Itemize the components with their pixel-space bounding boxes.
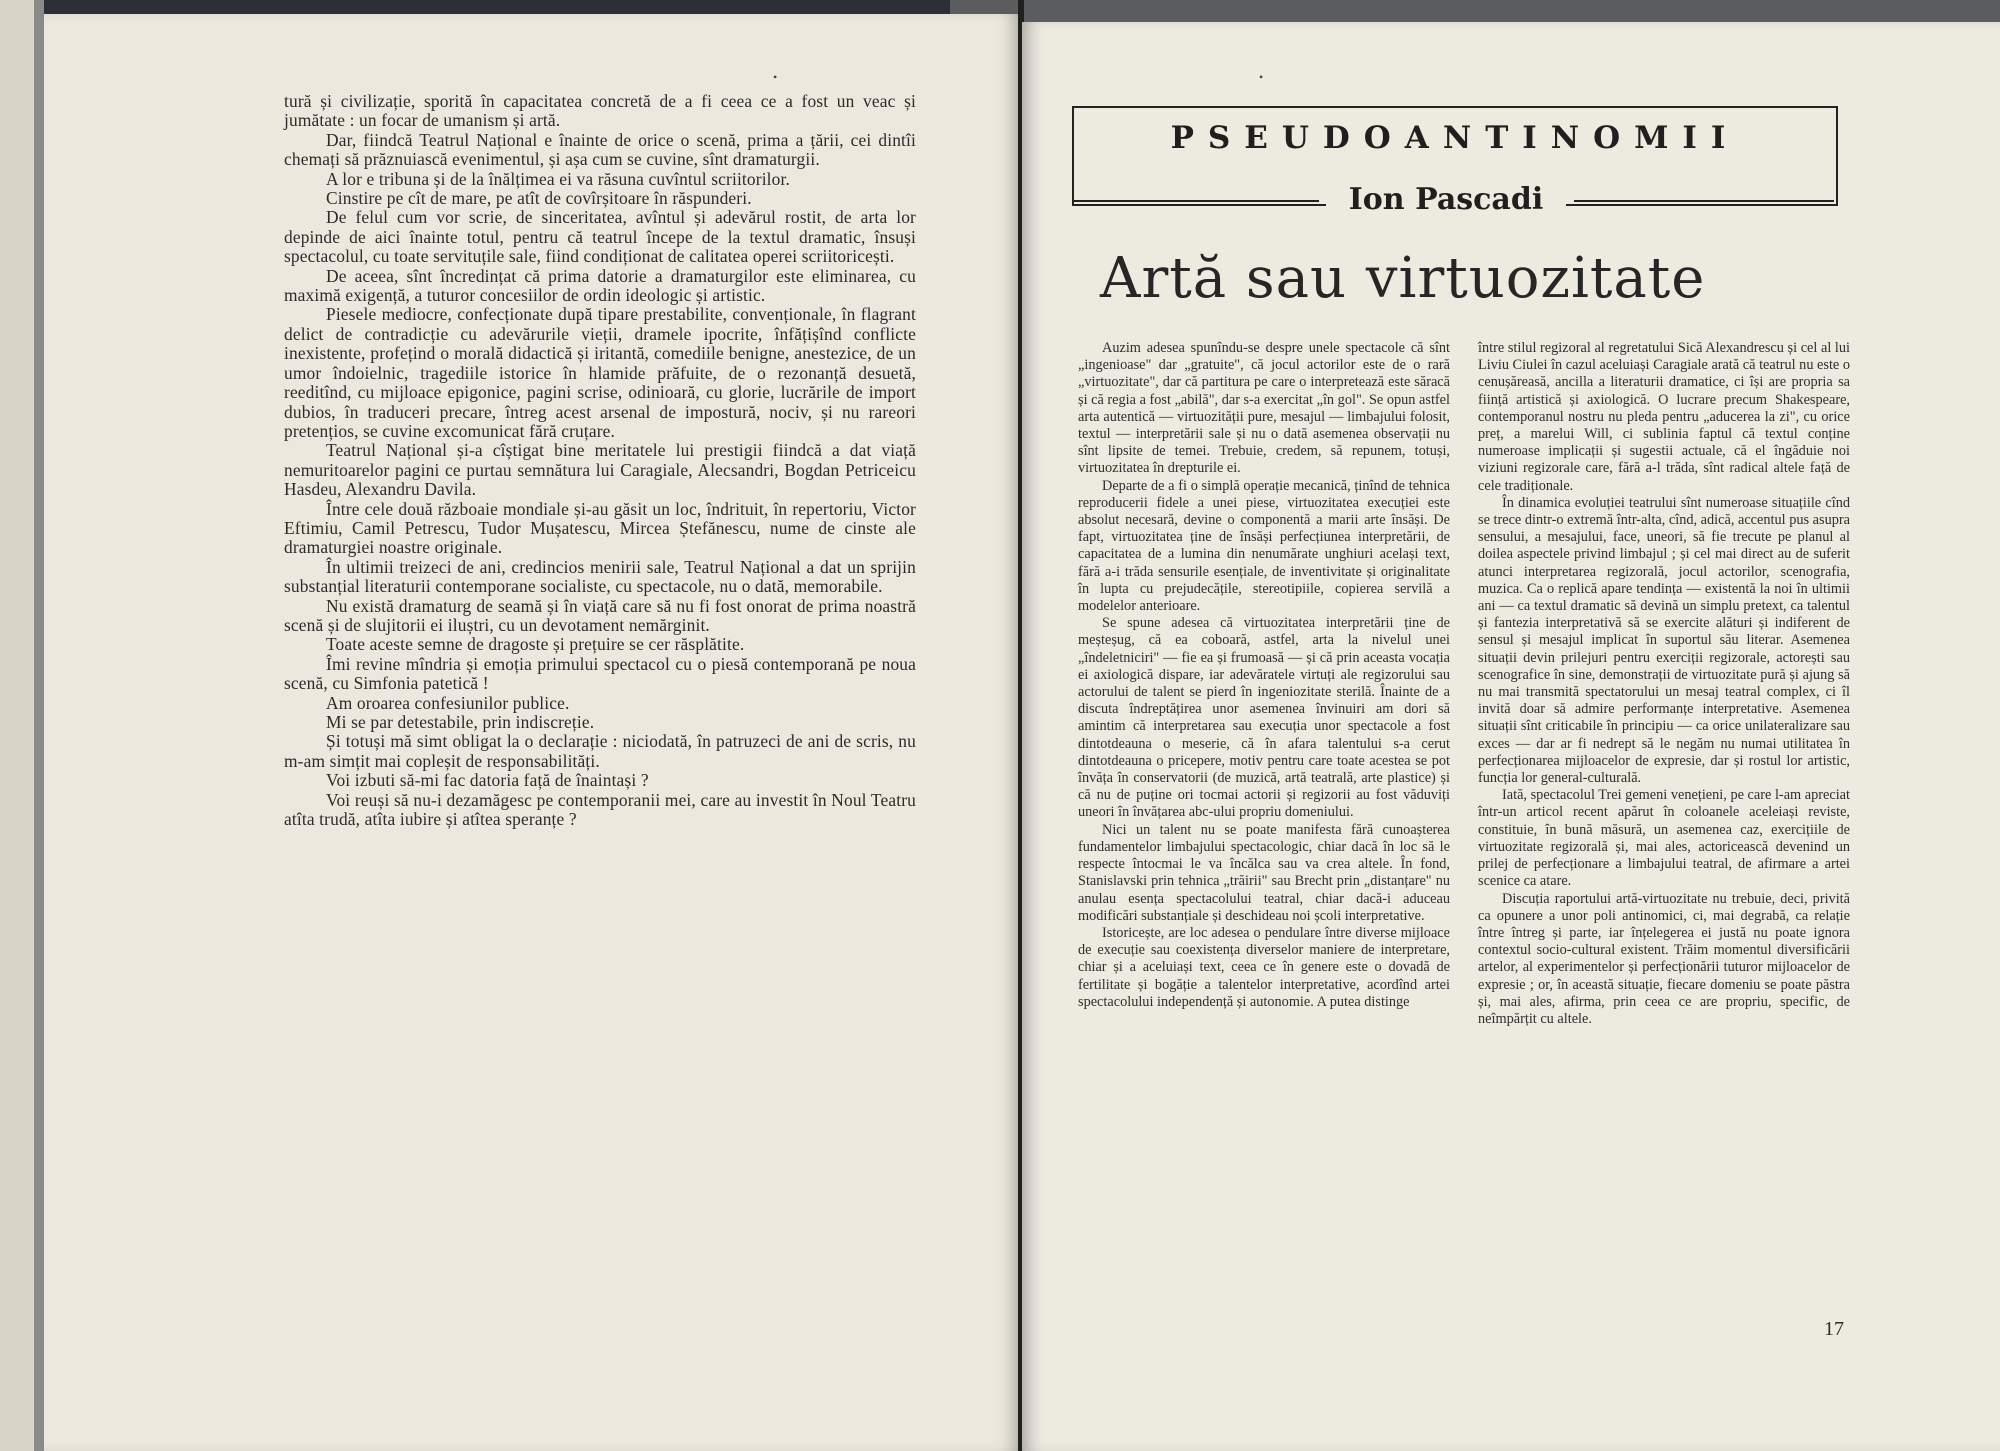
paragraph: De felul cum vor scrie, de sinceritatea, avîntul și adevărul rostit, de arta lor depinde de aici înainte totul, pentru că teatrul începe de la textul dramatic, însuși spectacolul, cu toate servituțile sale, fiind condiționat de calitatea operei scriitoricești. (284, 207, 916, 267)
paragraph: Voi reuși să nu-i dezamăgesc pe contemporanii mei, care au investit în Noul Teatru atîta trudă, atîta iubire și atîtea speranțe ? (284, 789, 916, 830)
paragraph: Discuția raportului artă-virtuozitate nu trebuie, deci, privită ca opunere a unor poli antinomici, ci, mai degrabă, ca relație între întreg și parte, iar înțelegerea ei justă nu poate ignora contextul socio-cultural existent. Trăim momentul diversificării artelor, al experimentelor și perfecționării tuturor mijloacelor de expresie ; or, în această situație, fiecare domeniu se poate păstra și, mai ales, afirma, prin ceea ce are propriu, specific, de neîmpărțit cu altele. (1478, 890, 1850, 1027)
paragraph: Auzim adesea spunîndu-se despre unele spectacole că sînt „ingenioase" dar „gratuite", că jocul actorilor este de o rară „virtuozitate", dar că partitura pe care o interpretează este săracă și că regia a fost „abilă", dar s-a exercitat „în gol". Se opun astfel arta autentică — virtuozității pure, mesajul — limbajului folosit, textul — interpretării sale și nu o dată asemenea observații nu sînt lipsite de temei. Trebuie, credem, să repunem, totuși, virtuozitatea în drepturile ei. (1078, 340, 1450, 477)
paragraph: Toate aceste semne de dragoste și prețuire se cer răsplătite. (326, 634, 745, 655)
paragraph: De aceea, sînt încredințat că prima datorie a dramaturgilor este eliminarea, cu maximă exigență, a tuturor concesiilor de ordin ideologic și artistic. (284, 265, 916, 306)
article-column-left (1078, 340, 1450, 1011)
paragraph: Voi izbuti să-mi fac datoria față de înaintași ? (326, 770, 649, 791)
paragraph: Nu există dramaturg de seamă și în viață care să nu fi fost onorat de prima noastră scenă și de slujitorii ei iluștri, cu un devotament nemărginit. (284, 595, 916, 635)
paragraph: Am oroarea confesiunilor publice. (326, 692, 570, 713)
rule-right (1574, 200, 1834, 202)
paragraph: Istoricește, are loc adesea o pendulare între diverse mijloace de execuție sau coexistența diverselor maniere de interpretare, chiar și a aceluiași text, ceea ce în genere este o dovadă de fertilitate și bogăție a talentelor interpretative, acordînd artei spectacolului independență și autonomie. A putea distinge (1078, 924, 1450, 1010)
rule-left (1074, 200, 1319, 202)
paragraph: În ultimii treizeci de ani, credincios menirii sale, Teatrul Național a dat un sprijin substanțial literaturii contemporane socialiste, cu spectacole, nu o dată, memorabile. (284, 556, 916, 597)
paragraph: tură și civilizație, sporită în capacitatea concretă de a fi ceea ce a fost un veac și jumătate : un focar de umanism și artă. (284, 91, 916, 131)
paragraph: Iată, spectacolul Trei gemeni venețieni, pe care l-am apreciat într-un articol recent apărut în coloanele aceleiași reviste, constituie, în bună măsură, un asemenea caz, exercițiile de virtuozitate regizorală și, mai ales, actoricească devenind un prilej de perfecționare a limbajului teatral, de afirmare a artei scenice ca atare. (1478, 787, 1850, 890)
paragraph: A lor e tribuna și de la înălțimea ei va răsuna cuvîntul scriitorilor. (326, 168, 790, 189)
paragraph: Între cele două războaie mondiale și-au găsit un loc, îndrituit, în repertoriu, Victor Eftimiu, Camil Petrescu, Tudor Mușatescu, Mircea Ștefănescu, nume de cinste ale dramaturgiei noastre originale. (284, 498, 916, 558)
book-cover-edge (0, 0, 44, 1451)
paragraph: Dar, fiindcă Teatrul Național e înainte de orice o scenă, prima a țării, cei dintîi chemați să prăznuiască evenimentul, și așa cum se cuvine, sînt dramaturgii. (284, 129, 916, 170)
paragraph: între stilul regizoral al regretatului Sică Alexandrescu și cel al lui Liviu Ciulei în cazul aceluiași Caragiale arată că teatrul nu este o cenușăreasă, ancilla a literaturii dramatice, ci își are propria sa ființă artistică și axiologică. O lucrare precum Shakespeare, contemporanul nostru nu pleda pentru „aducerea la zi", cu orice preț, a marelui Will, ci sublinia faptul că textul conține numeroase implicații și sugestii actuale, că el îngăduie noi viziuni regizorale care, fără a-l trăda, sînt radical altele față de cele tradiționale. (1478, 340, 1850, 494)
left-page-text (284, 92, 916, 829)
paragraph: Și totuși mă simt obligat la o declarație : niciodată, în patruzeci de ani de scris, nu m-am simțit mai copleșit de responsabilități. (284, 731, 916, 771)
series-title: PSEUDOANTINOMII (1170, 120, 1740, 156)
paragraph: Departe de a fi o simplă operație mecanică, ținînd de tehnica reproducerii fidele a unei piese, virtuozitatea execuției este absolut necesară, devine o componentă a marii arte însăși. De fapt, virtuozitatea ține de însăși perfecțiunea interpretării, de capacitatea de a lumina din nenumărate unghiuri același text, fără a-i trăda sensurile esențiale, de inventivitate și originalitate în lupta cu prejudecățile, stereotipiile, copierea servilă a modelelor anterioare. (1078, 477, 1450, 615)
paragraph: Nici un talent nu se poate manifesta fără cunoașterea fundamentelor limbajului spectacologic, chiar dacă în loc să le respecte întocmai le va încălca sau va crea altele. În fond, Stanislavski prin tehnica „trăirii" sau Brecht prin „distanțare" nu anulau esența spectacolului teatral, chiar dacă-i aduceau modificări substanțiale și deschideau noi școli interpretative. (1078, 821, 1450, 924)
article-column-right (1478, 340, 1850, 1028)
paragraph: În dinamica evoluției teatrului sînt numeroase situațiile cînd se trece dintr-o extremă într-alta, cînd, adică, accentul pus asupra sensului, a mesajului, face, uneori, să fie trecute pe planul al doilea aspectele privind limbajul ; și cel mai direct au de suferit atunci interpretarea regizorală, jocul actorilor, scenografia, muzica. Ca o replică apare tendința — existentă la noi în ultimii ani — ca textul dramatic să devină un simplu pretext, ca talentul și fantezia interpretativă să se exercite alături și indiferent de sensul și mesajul implicat în suportul său literar. Asemenea situații devin prilejuri pentru exerciții regizorale, actorești sau scenografice în sine, demonstrații de virtuozitate pură și ajung să nu mai transmită spectatorului un mesaj teatral complex, ci îl invită doar să admire performanțe interpretative. Asemenea situații sînt criticabile în principiu — ca orice unilateralizare sau exces — dar ar fi nedrept să le negăm nu numai utilitatea în perfecționarea mijloacelor de expresie, dar și rostul lor artistic, funcția lor general-culturală. (1478, 494, 1850, 787)
book-cover-top (0, 0, 950, 14)
paragraph: Mi se par detestabile, prin indiscreție. (326, 712, 595, 732)
paragraph: Cinstire pe cît de mare, pe atît de covîrșitoare în răspunderi. (326, 188, 752, 209)
author-name: Ion Pascadi (1326, 182, 1566, 217)
page-mark-dot: • (773, 70, 778, 84)
author-line (1074, 182, 1834, 218)
paragraph: Se spune adesea că virtuozitatea interpretării ține de meșteșug, că ea coboară, astfel, arta la nivelul unei „îndeletniciri" — fie ea și frumoasă — și că prin aceasta vocația ei axiologică dispare, iar adevăratele virtuți ale regizorului sau actorului de talent se pierd în ingeniozitate sterilă. Înainte de a discuta îndreptățirea unor asemenea învinuiri am dori să amintim că interpretarea sau execuția unor spectacole a fost dintotdeauna o meserie, că în afara talentului s-a cerut dintotdeauna o pricepere, motiv pentru care toate acestea se pot învăța în conservatorii (de muzică, artă teatrală, arte plastice) și că nu de puține ori tocmai actorii și regizorii au fost văduviți uneori în învățarea abc-ului propriu domeniului. (1078, 615, 1450, 821)
page-mark-dot: • (1259, 70, 1264, 84)
paragraph: Teatrul Național și-a cîștigat bine meritatele lui prestigii fiindcă a dat viață nemuritoarelor pagini ce purtau semnătura lui Caragiale, Alecsandri, Bogdan Petriceicu Hasdeu, Alexandru Davila. (284, 440, 916, 500)
article-title: Artă sau virtuozitate (1100, 246, 1706, 311)
paragraph: Îmi revine mîndria și emoția primului spectacol cu o piesă contemporană pe noua scenă, cu Simfonia patetică ! (284, 653, 916, 694)
page-number: 17 (1824, 1318, 1844, 1340)
paragraph: Piesele mediocre, confecționate după tipare prestabilite, convenționale, în flagrant delict de contradicție cu adevărurile vieții, dramele ipocrite, înfățișînd conflicte inexistente, profețind o morală didactică și iritantă, comediile benigne, anestezice, de un umor îndoielnic, tragediile istorice în hlamide prăfuite, de o rezonanță desuetă, reeditînd, cu mijloace epigonice, pagini scrise, odinioară, cu glorie, lucrările de import dubios, în traduceri precare, întreg acest arsenal de impostură, nociv, și nu rareori pretențios, se cuvine excomunicat fără cruțare. (284, 304, 916, 441)
